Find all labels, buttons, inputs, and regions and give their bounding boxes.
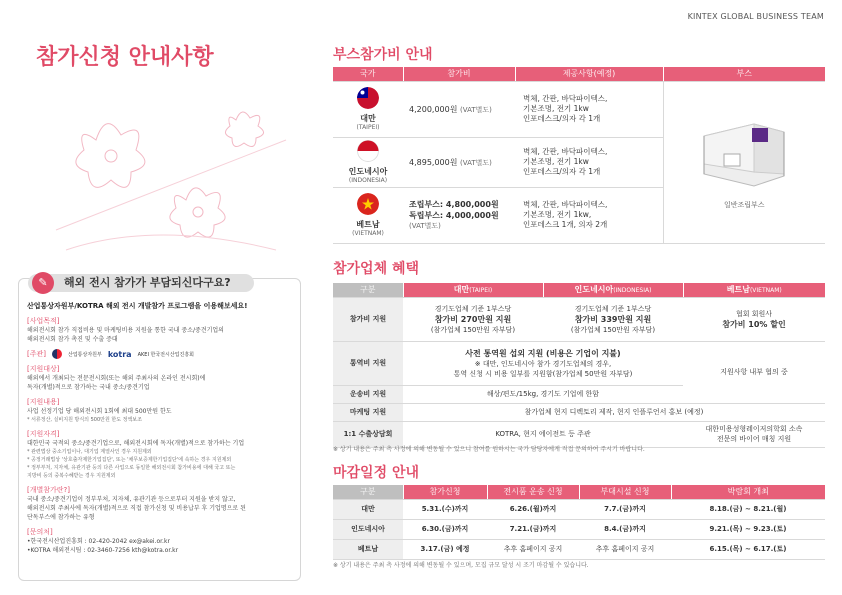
- support-program-title-text: 해외 전시 참가가 부담되신다구요?: [64, 276, 231, 289]
- benefit-line: 경기도업체 기준 1부스당: [434, 304, 512, 313]
- benefit-line: 전문의 바이어 매칭 지원: [716, 435, 792, 443]
- section-title: [문의처]: [27, 528, 53, 536]
- flower-illustration: [36, 80, 306, 270]
- deadline-cell: 3.17.(금) 예정: [403, 539, 487, 559]
- section-target: [27, 364, 292, 392]
- row-label: 참가비 지원: [333, 297, 403, 341]
- section-organizer: [27, 349, 292, 359]
- support-program-title: [28, 274, 254, 292]
- benefit-line: 대한미용성형레이저의학회 소속: [705, 425, 803, 433]
- provision-line: 인포데스크/의자 각 1개: [523, 167, 601, 176]
- provision-line: 벽체, 간판, 바닥파이텍스,: [523, 94, 608, 103]
- row-label: 대만: [333, 499, 403, 519]
- header-fee: 참가비: [403, 67, 515, 81]
- deadline-cell: 추후 홈페이지 공지: [487, 539, 579, 559]
- indonesia-flag-icon: [357, 140, 379, 162]
- country-name: 베트남: [356, 220, 380, 229]
- country-name: 인도네시아: [348, 167, 388, 176]
- section-title: [사업목적]: [27, 317, 60, 325]
- header-taipei-ko: 대만: [453, 285, 470, 295]
- section-title: [지원자격]: [27, 430, 60, 438]
- section-purpose: [27, 316, 292, 344]
- page-title: 참가신청 안내사항: [36, 45, 214, 70]
- deadline-table: [333, 485, 825, 560]
- section-note: * 서류정산, 실비지원 방식의 500만원 한도 정액보조: [27, 417, 142, 423]
- benefit-line: 참가업체 현지 디렉토리 제작, 현지 인플루언서 홍보 (예정): [403, 403, 825, 421]
- benefit-headline: 사전 통역원 섭외 지원 (비용은 기업이 지불): [465, 348, 621, 358]
- table-row: [333, 341, 825, 385]
- table-row: [333, 403, 825, 421]
- booth-label: 일반조립부스: [723, 201, 765, 209]
- header-facilities: 부대시설 신청: [579, 485, 671, 499]
- vat-note: (VAT별도): [460, 105, 492, 114]
- country-en: (VIETNAM): [352, 230, 384, 237]
- benefits-table: [333, 283, 825, 448]
- deadline-title: 마감일정 안내: [333, 465, 420, 481]
- provision-line: 기본조명, 전기 1kw: [523, 104, 589, 113]
- provision-line: 벽체, 간판, 바닥파이텍스,: [523, 200, 608, 209]
- provision-line: 인포데스크 1개, 의자 2개: [523, 220, 608, 229]
- header-application: 참가신청: [403, 485, 487, 499]
- header-shipping: 전시품 운송 신청: [487, 485, 579, 499]
- section-individual: [27, 485, 292, 522]
- header-vietnam-ko: 베트남: [726, 285, 750, 295]
- taiwan-flag-icon: [357, 87, 379, 109]
- header-category: 구분: [333, 485, 403, 499]
- deadline-cell: 7.7.(금)까지: [579, 499, 671, 519]
- section-title: [개별참가란?]: [27, 486, 70, 494]
- benefit-line: (참가업체 150만원 자부담): [430, 325, 516, 334]
- megaphone-icon: ✎: [32, 272, 54, 294]
- booth-fee-independent: 독립부스: 4,000,000원: [409, 211, 499, 220]
- table-row: [333, 81, 825, 137]
- motie-logo-icon: [52, 349, 62, 359]
- benefit-line: 해상/편도/15kg, 경기도 기업에 한함: [403, 385, 683, 403]
- section-note: 지방비 등의 중복수혜받는 경우 지원제외: [27, 473, 116, 479]
- header-booth: 부스: [663, 67, 825, 81]
- booth-fee: 4,200,000원: [409, 104, 458, 114]
- table-row: [333, 297, 825, 341]
- akei-logo: AKEI 한국전시산업진흥회: [137, 351, 194, 358]
- section-line: 독자(개별)적으로 참가하는 국내 중소/중견기업: [27, 384, 150, 391]
- benefit-amount: 참가비 270만원 지원: [434, 314, 512, 324]
- header-provisions: 제공사항(예정): [515, 67, 663, 81]
- deadline-cell: 6.30.(금)까지: [403, 519, 487, 539]
- booth-fee-title: 부스참가비 안내: [333, 47, 433, 63]
- country-name: 대만: [360, 114, 376, 123]
- booth-fee-table: [333, 67, 825, 244]
- header-country: 국가: [333, 67, 403, 81]
- section-line: 국내 중소/중견기업이 정부부처, 지자체, 유관기관 등으로부터 지원을 받지 않고,: [27, 496, 236, 503]
- header-vietnam-en: (VIETNAM): [749, 287, 782, 295]
- deadline-cell: 추후 홈페이지 공지: [579, 539, 671, 559]
- contact-akei: •한국전시산업진흥회 : 02-420-2042 ex@akei.or.kr: [27, 538, 170, 545]
- table-row: [333, 539, 825, 559]
- booth-fee-assembled: 조립부스: 4,800,000원: [409, 200, 499, 209]
- benefit-line: 협회 회원사: [735, 309, 773, 318]
- deadline-cell: 8.4.(금)까지: [579, 519, 671, 539]
- header-taipei-en: (TAIPEI): [469, 287, 493, 295]
- section-note: * 공정거래법상 '상호출자제한기업집단', 또는 '채무보증제한기업집단'에 속하는 경우 지원제외: [27, 457, 232, 463]
- section-note: * 관련법상 중소기업이나, 대기업 계열사인 경우 지원제외: [27, 449, 152, 455]
- country-en: (TAIPEI): [356, 124, 380, 131]
- benefit-line: (참가업체 150만원 자부담): [570, 325, 656, 334]
- section-content: [27, 397, 292, 424]
- section-eligibility: [27, 429, 292, 480]
- row-label: 운송비 지원: [333, 385, 403, 403]
- row-label: 통역비 지원: [333, 341, 403, 385]
- header-indonesia-en: (INDONESIA): [613, 287, 652, 295]
- benefit-line: ※ 대만, 인도네시아 참가 경기도업체의 경우,: [474, 359, 612, 368]
- section-title: [지원내용]: [27, 398, 60, 406]
- deadline-cell: 6.15.(목) ~ 6.17.(토): [671, 539, 825, 559]
- vat-note: (VAT별도): [409, 222, 441, 230]
- benefit-line: 통역 신청 시 비용 일부를 지원함(참가업체 50만원 자부담): [453, 369, 633, 378]
- benefits-title: 참가업체 혜택: [333, 261, 420, 277]
- motie-logo: 산업통상자원부: [68, 351, 102, 358]
- deadline-note: ※ 상기 내용은 주최 측 사정에 의해 변동될 수 있으며, 모집 규모 달성 시 조기 마감될 수 있습니다.: [333, 562, 589, 569]
- benefit-line: KOTRA, 현지 에이전트 등 주관: [403, 421, 683, 447]
- deadline-cell: 8.18.(금) ~ 8.21.(월): [671, 499, 825, 519]
- deadline-cell: 6.26.(월)까지: [487, 499, 579, 519]
- section-note: * 정부부처, 지자체, 유관기관 등의 다른 사업으로 동일한 해외전시회 참가비용에 대해 국고 또는: [27, 465, 236, 471]
- vat-note: (VAT별도): [460, 158, 492, 167]
- section-line: 사업 선정기업 당 해외전시회 1회에 최대 500만원 한도: [27, 408, 172, 415]
- row-label: 마케팅 지원: [333, 403, 403, 421]
- provision-line: 기본조명, 전기 1kw: [523, 157, 589, 166]
- header-vietnam: [683, 283, 825, 297]
- section-line: 해외전시회 참가 촉진 및 수출 증대: [27, 336, 118, 343]
- section-line: 대한민국 국적의 중소/중견기업으로, 해외전시회에 독자(개별)적으로 참가하는 기업: [27, 440, 245, 447]
- header-indonesia-ko: 인도네시아: [574, 285, 614, 295]
- section-title: [지원대상]: [27, 365, 60, 373]
- header-indonesia: [543, 283, 683, 297]
- section-line: 해외전시회 주최사에 독자(개별)적으로 직접 참가신청 및 비용납부 후 기업명으로 된: [27, 505, 246, 512]
- row-label: 베트남: [333, 539, 403, 559]
- program-intro: 산업통상자원부/KOTRA 해외 전시 개발참가 프로그램을 이용해보세요!: [27, 302, 248, 310]
- header-category: 구분: [333, 283, 403, 297]
- section-line: 해외에서 개최되는 전문전시회(또는 해외 주최사의 온라인 전시회)에: [27, 375, 206, 382]
- row-label: 인도네시아: [333, 519, 403, 539]
- deadline-cell: 7.21.(금)까지: [487, 519, 579, 539]
- brand-text: KINTEX GLOBAL BUSINESS TEAM: [687, 12, 824, 21]
- section-contact: [27, 527, 292, 555]
- benefit-amount: 참가비 339만원 지원: [574, 314, 652, 324]
- kotra-logo: kotra: [107, 349, 132, 359]
- benefit-amount: 참가비 10% 할인: [722, 319, 786, 329]
- provision-line: 벽체, 간판, 바닥파이텍스,: [523, 147, 608, 156]
- support-program-box: [18, 278, 301, 581]
- row-label: 1:1 수출상담회: [333, 421, 403, 447]
- section-line: 단독부스에 참가하는 유형: [27, 514, 95, 521]
- deadline-cell: 5.31.(수)까지: [403, 499, 487, 519]
- booth-illustration: [694, 114, 794, 194]
- benefit-line: 경기도업체 기준 1부스당: [574, 304, 652, 313]
- deadline-cell: 9.21.(목) ~ 9.23.(토): [671, 519, 825, 539]
- header-exhibition: 박람회 개최: [671, 485, 825, 499]
- contact-kotra: •KOTRA 해외전시팀 : 02-3460-7256 kth@kotra.or.kr: [27, 547, 179, 554]
- vietnam-note: 지원사항 내부 협의 중: [683, 341, 825, 403]
- header-taipei: [403, 283, 543, 297]
- provision-line: 기본조명, 전기 1kw,: [523, 210, 592, 219]
- benefits-note: ※ 상기 내용은 주최 측 사정에 의해 변동될 수 있으니 참여를 원하시는 국가 담당자에게 직접 문의하여 주시기 바랍니다.: [333, 446, 645, 453]
- booth-fee: 4,895,000원: [409, 157, 458, 167]
- section-title: [주관]: [27, 350, 46, 358]
- table-row: [333, 519, 825, 539]
- provision-line: 인포데스크/의자 각 1개: [523, 114, 601, 123]
- section-line: 해외전시회 참가 직접비용 및 마케팅비용 지원을 통한 국내 중소/중견기업의: [27, 327, 224, 334]
- country-en: (INDONESIA): [348, 177, 388, 184]
- table-row: [333, 499, 825, 519]
- booth-image-cell: [663, 81, 825, 243]
- vietnam-flag-icon: [357, 193, 379, 215]
